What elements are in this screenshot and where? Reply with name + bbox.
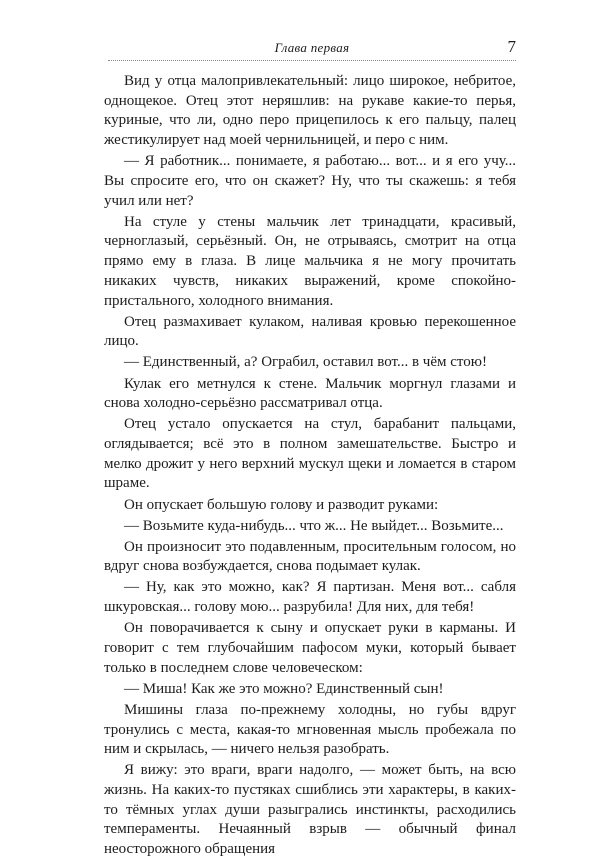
paragraph: Мишины глаза по-прежнему холодны, но губы вдруг тронулись с места, какая-то мгновенная мысль пробежала по ним и скрылась, — ничего нельзя разобрать. [104, 701, 516, 758]
paragraph: Он произносит это подавленным, просительным голосом, но вдруг снова возбуждается, снова подымает кулак. [104, 538, 516, 575]
paragraph: — Миша! Как же это можно? Единственный сын! [124, 680, 444, 697]
page-number: 7 [507, 37, 516, 56]
paragraph: Он опускает большую голову и разводит руками: [124, 496, 439, 513]
paragraph: Вид у отца малопривлекательный: лицо широкое, небритое, однощекое. Отец этот неряшлив: на рукаве какие-то перья, куриные, что ли, одно перо прицепилось к его пальцу, палец жестикулирует над моей чернильницей, и перо с ним. [104, 73, 516, 149]
header-divider [108, 60, 516, 61]
paragraph: Отец устало опускается на стул, барабанит пальцами, оглядывается; всё это в полном замешательстве. Быстро и мелко дрожит у него верхний мускул щеки и ломается в старом шраме. [104, 416, 516, 492]
paragraph: — Единственный, а? Ограбил, оставил вот... в чём стою! [124, 354, 487, 371]
paragraph: — Ну, как это можно, как? Я партизан. Меня вот... сабля шкуровская... голову мою... разрубила! Для них, для тебя! [104, 579, 516, 616]
paragraph: Он поворачивается к сыну и опускает руки в карманы. И говорит с тем глубочайшим пафосом муки, который бывает только в последнем слове человеческом: [104, 620, 516, 676]
paragraph: Я вижу: это враги, враги надолго, — может быть, на всю жизнь. На каких-то пустяках сшиблись эти характеры, в каких-то тёмных углах души разыгрались инстинкты, расходились темпераменты. Нечаянный взрыв — обычный финал неосторожного обращения [104, 762, 516, 858]
paragraph: Отец размахивает кулаком, наливая кровью перекошенное лицо. [104, 313, 516, 350]
body-text [104, 72, 516, 860]
page-header [108, 37, 516, 60]
paragraph: — Возьмите куда-нибудь... что ж... Не выйдет... Возьмите... [124, 517, 504, 534]
paragraph: Кулак его метнулся к стене. Мальчик моргнул глазами и снова холодно-серьёзно рассматривал отца. [104, 375, 516, 412]
paragraph: На стуле у стены мальчик лет тринадцати, красивый, черноглазый, серьёзный. Он, не отрываясь, смотрит на отца прямо ему в глаза. В лице мальчика я не могу прочитать никаких чувств, никаких выражений, кроме спокойно-пристального, холодного внимания. [104, 213, 516, 309]
running-title: Глава первая [274, 40, 350, 55]
paragraph: — Я работник... понимаете, я работаю... вот... и я его учу... Вы спросите его, что он скажет? Ну, что ты скажешь: я тебя учил или нет? [104, 153, 516, 209]
